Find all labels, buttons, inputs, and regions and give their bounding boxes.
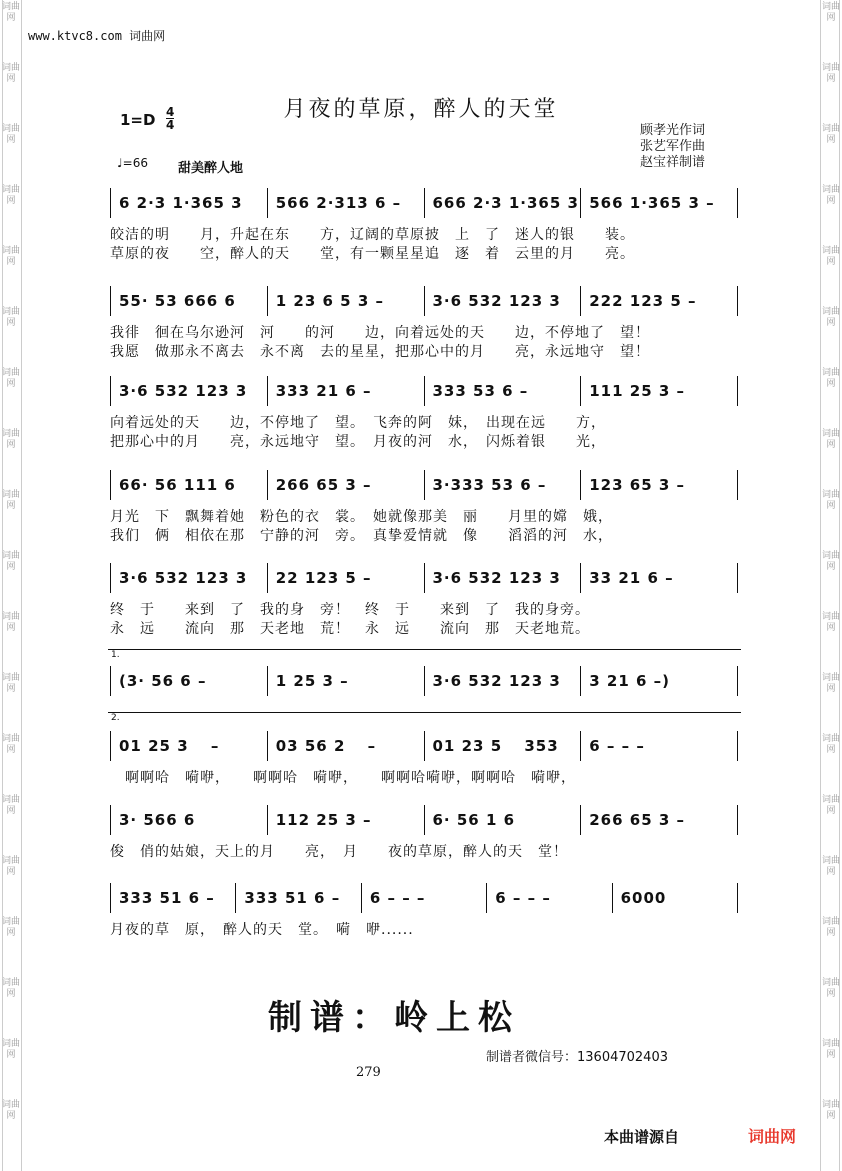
measure: 266 65 3 – [589,811,686,829]
time-sig-top: 4 [166,105,175,119]
watermark-text: 词曲网 [2,734,21,755]
measure: 6000 [620,889,667,907]
measure: 111 25 3 – [589,382,686,400]
measure: 3·6 532 123 3 [425,666,582,696]
lyric-line: 啊啊哈 嗬咿， 啊啊哈 嗬咿， 啊啊哈嗬咿，啊啊哈 嗬咿， [110,770,576,786]
watermark-text: 词曲网 [822,978,841,999]
measure: 6 – – – [487,883,612,913]
measure: 3·6 532 123 3 [111,563,268,593]
watermark-text: 词曲网 [822,490,841,511]
watermark-text: 词曲网 [822,551,841,572]
watermark-text: 词曲网 [2,917,21,938]
watermark-text: 词曲网 [2,1039,21,1060]
volta-2: 2. [108,712,741,723]
watermark-text: 词曲网 [2,673,21,694]
measure: 3·6 532 123 3 [425,563,582,593]
measure: 01 25 3 – [111,731,268,761]
notation-line [110,470,738,500]
measure: 6· 56 1 6 [425,805,582,835]
measure: 333 21 6 – [268,376,425,406]
watermark-text: 词曲网 [822,856,841,877]
watermark-text: 词曲网 [2,2,21,23]
watermark-text: 词曲网 [2,1100,21,1121]
time-sig-bottom: 4 [166,118,175,132]
watermark-text: 词曲网 [2,490,21,511]
watermark-text: 词曲网 [822,429,841,450]
notation-line [110,376,738,406]
volta-1: 1. [108,649,741,660]
song-title: 月夜的草原，醉人的天堂 [283,97,559,122]
lyric-line: 我徘 徊在乌尔逊河 河 的河 边，向着远处的天 边，不停地了 望！ [110,325,650,341]
lyric-line: 我们 俩 相依在那 宁静的河 旁。 真挚爱情就 像 滔滔的河 水， [110,528,613,544]
transcriber-signature: 制谱：岭上松 [268,998,520,1038]
source-label: 本曲谱源自 [604,1128,680,1146]
lyric-line: 月夜的草 原， 醉人的天 堂。 嗬 咿...... [110,922,414,938]
measure: 222 123 5 – [589,292,697,310]
lyricist: 顾孝光作词 [640,123,706,138]
measure: 6 – – – [589,737,645,755]
measure: 123 65 3 – [589,476,686,494]
measure: 6 2·3 1·365 3 [111,188,268,218]
watermark-text: 词曲网 [2,185,21,206]
measure: 3·333 53 6 – [425,470,582,500]
measure: 33 21 6 – [589,569,674,587]
brand-logo[interactable]: 词曲网 [748,1127,797,1146]
watermark-text: 词曲网 [822,307,841,328]
measure: 266 65 3 – [268,470,425,500]
watermark-text: 词曲网 [2,551,21,572]
lyric-line: 终 于 来到 了 我的身 旁！ 终 于 来到 了 我的身旁。 [110,602,590,618]
measure: (3· 56 6 – [111,666,268,696]
watermark-text: 词曲网 [822,1100,841,1121]
credits [640,123,705,171]
notation-line [110,563,738,593]
watermark-text: 词曲网 [822,673,841,694]
watermark-text: 词曲网 [2,856,21,877]
watermark-text: 词曲网 [822,185,841,206]
measure: 6 – – – [362,883,487,913]
measure: 3 21 6 –) [589,672,671,690]
measure: 566 2·313 6 – [268,188,425,218]
composer: 张艺军作曲 [640,139,706,154]
wechat-contact: 制谱者微信号：13604702403 [486,1050,668,1065]
lyric-line: 永 远 流向 那 天老地 荒！ 永 远 流向 那 天老地荒。 [110,621,590,637]
watermark-text: 词曲网 [2,429,21,450]
notation-line [110,731,738,761]
watermark-text: 词曲网 [822,612,841,633]
measure: 22 123 5 – [268,563,425,593]
notation-line [110,805,738,835]
watermark-text: 词曲网 [822,734,841,755]
lyric-line: 月光 下 飘舞着她 粉色的衣 裳。 她就像那美 丽 月里的嫦 娥， [110,509,613,525]
transcriber: 赵宝祥制谱 [640,155,706,170]
watermark-text: 词曲网 [2,124,21,145]
watermark-text: 词曲网 [822,917,841,938]
lyric-line: 皎洁的明 月，升起在东 方，辽阔的草原披 上 了 迷人的银 装。 [110,227,635,243]
measure: 3· 566 6 [111,805,268,835]
measure: 666 2·3 1·365 3 [425,188,582,218]
watermark-text: 词曲网 [2,63,21,84]
watermark-text: 词曲网 [822,2,841,23]
watermark-text: 词曲网 [2,978,21,999]
watermark-text: 词曲网 [2,612,21,633]
measure: 1 23 6 5 3 – [268,286,425,316]
lyric-line: 草原的夜 空，醉人的天 堂，有一颗星星追 逐 着 云里的月 亮。 [110,246,635,262]
watermark-text: 词曲网 [822,124,841,145]
watermark-text: 词曲网 [822,63,841,84]
measure: 1 25 3 – [268,666,425,696]
measure: 333 53 6 – [425,376,582,406]
watermark-text: 词曲网 [2,368,21,389]
key-signature: 1=D [120,111,156,129]
tempo-marking: ♩=66 [117,156,148,170]
watermark-text: 词曲网 [2,795,21,816]
measure: 55· 53 666 6 [111,286,268,316]
time-signature [166,106,174,131]
measure: 112 25 3 – [268,805,425,835]
notation-line [110,666,738,696]
page-number: 279 [356,1065,381,1080]
expression-marking: 甜美醉人地 [178,161,244,176]
watermark-text: 词曲网 [822,1039,841,1060]
lyric-line: 向着远处的天 边，不停地了 望。 飞奔的阿 妹， 出现在远 方， [110,415,606,431]
watermark-text: 词曲网 [822,368,841,389]
lyric-line: 把那心中的月 亮，永远地守 望。 月夜的河 水， 闪烁着银 光， [110,434,606,450]
site-url[interactable]: www.ktvc8.com 词曲网 [28,29,166,43]
notation-line [110,883,738,913]
watermark-text: 词曲网 [2,246,21,267]
measure: 3·6 532 123 3 [425,286,582,316]
watermark-text: 词曲网 [822,795,841,816]
notation-line [110,286,738,316]
measure: 01 23 5 353 [425,731,582,761]
lyric-line: 俊 俏的姑娘，天上的月 亮， 月 夜的草原，醉人的天 堂！ [110,844,568,860]
measure: 03 56 2 – [268,731,425,761]
lyric-line: 我愿 做那永不离去 永不离 去的星星，把那心中的月 亮，永远地守 望！ [110,344,650,360]
measure: 66· 56 111 6 [111,470,268,500]
notation-line [110,188,738,218]
measure: 333 51 6 – [236,883,361,913]
watermark-text: 词曲网 [2,307,21,328]
measure: 566 1·365 3 – [589,194,715,212]
watermark-text: 词曲网 [822,246,841,267]
measure: 333 51 6 – [111,883,236,913]
measure: 3·6 532 123 3 [111,376,268,406]
